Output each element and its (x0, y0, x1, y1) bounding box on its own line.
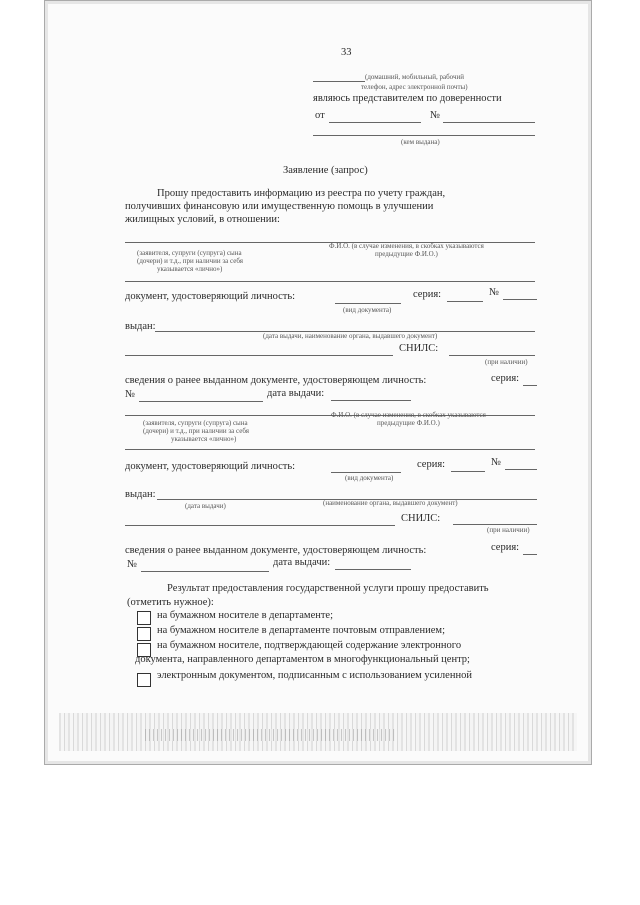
block2-prev-number-line[interactable] (141, 571, 269, 572)
block1-snils-line[interactable] (449, 355, 535, 356)
block1-number-line[interactable] (503, 299, 537, 300)
block2-fio-caption-2: предыдущие Ф.И.О.) (377, 419, 440, 427)
block1-snils-label: СНИЛС: (399, 343, 439, 354)
block1-fio-line[interactable] (125, 281, 535, 282)
block2-relation-caption-3: указывается «лично») (171, 435, 237, 443)
block1-prev-series-line[interactable] (523, 385, 537, 386)
issuer-line[interactable] (313, 135, 535, 136)
block1-number-label: № (489, 287, 500, 298)
block2-prev-doc-label: сведения о ранее выданном документе, удостоверяющем личность: (125, 545, 427, 556)
block2-doc-type-line[interactable] (331, 472, 401, 473)
number-line[interactable] (443, 122, 535, 123)
block2-series-line[interactable] (451, 471, 485, 472)
block2-prev-date-line[interactable] (335, 569, 411, 570)
block2-id-doc-label: документ, удостоверяющий личность: (125, 461, 296, 472)
block2-prev-number-label: № (127, 559, 138, 570)
block1-relation-caption-2: (дочери) и т.д., при наличии за себя (137, 257, 243, 265)
block1-fio-caption-1: Ф.И.О. (в случае изменения, в скобках указываются (329, 242, 484, 250)
document-title: Заявление (запрос) (283, 165, 368, 176)
block2-number-label: № (491, 457, 502, 468)
block1-snils-caption: (при наличии) (485, 358, 528, 366)
body-line-1: Прошу предоставить информацию из реестра по учету граждан, (157, 188, 446, 199)
block2-relation-caption-2: (дочери) и т.д., при наличии за себя (143, 427, 249, 435)
from-line[interactable] (329, 122, 421, 123)
number-label: № (430, 110, 441, 121)
issuer-caption: (кем выдана) (401, 138, 440, 146)
body-line-2: получивших финансовую или имущественную помощь в улучшении (125, 201, 434, 212)
option2-checkbox[interactable] (137, 627, 151, 641)
block2-prev-date-label: дата выдачи: (273, 557, 331, 568)
block1-prev-date-line[interactable] (331, 400, 411, 401)
block2-issued-label: выдан: (125, 489, 156, 500)
block1-series-label: серия: (413, 289, 442, 300)
block1-doc-type-caption: (вид документа) (343, 306, 392, 314)
result-line-2: (отметить нужное): (127, 597, 214, 608)
block1-prev-number-label: № (125, 389, 136, 400)
block2-fio-line[interactable] (125, 449, 535, 450)
block1-prev-number-line[interactable] (139, 401, 263, 402)
block1-issued-caption: (дата выдачи, наименование органа, выдавшего документ) (263, 332, 438, 340)
contact-line (313, 81, 365, 82)
option2-label: на бумажном носителе в департаменте почтовым отправлением; (157, 625, 445, 636)
block1-issued-line-2[interactable] (125, 355, 393, 356)
block1-relation-caption-3: указывается «лично») (157, 265, 223, 273)
document-page (44, 0, 592, 765)
option4-checkbox[interactable] (137, 673, 151, 687)
result-line-1: Результат предоставления государственной услуги прошу предоставить (167, 583, 489, 594)
option3-label-b: документа, направленного департаментом в многофункциональный центр; (135, 654, 470, 665)
block2-doc-type-caption: (вид документа) (345, 474, 394, 482)
block2-org-caption: (наименование органа, выдавшего документ) (323, 499, 458, 507)
block2-relation-caption-1: (заявителя, супруги (супруга) сына (143, 419, 248, 427)
block1-fio-caption-2: предыдущие Ф.И.О.) (375, 250, 438, 258)
body-line-3: жилищных условий, в отношении: (125, 214, 280, 225)
block2-prev-series-label: серия: (491, 542, 520, 553)
option3-label-a: на бумажном носителе, подтверждающей содержание электронного (157, 640, 462, 651)
block2-fio-caption-1: Ф.И.О. (в случае изменения, в скобках указываются (331, 411, 486, 419)
block2-snils-line[interactable] (453, 524, 537, 525)
option1-label: на бумажном носителе в департаменте; (157, 610, 334, 621)
block2-number-line[interactable] (505, 469, 537, 470)
block2-snils-label: СНИЛС: (401, 513, 441, 524)
block2-snils-caption: (при наличии) (487, 526, 530, 534)
block1-prev-doc-label: сведения о ранее выданном документе, удостоверяющем личность: (125, 375, 427, 386)
contact-caption-1: (домашний, мобильный, рабочий (365, 73, 464, 81)
block1-relation-caption-1: (заявителя, супруги (супруга) сына (137, 249, 242, 257)
option1-checkbox[interactable] (137, 611, 151, 625)
block1-issued-label: выдан: (125, 321, 156, 332)
scan-noise-dark (145, 729, 395, 741)
from-label: от (315, 110, 325, 121)
block1-prev-series-label: серия: (491, 373, 520, 384)
block1-series-line[interactable] (447, 301, 483, 302)
block2-prev-series-line[interactable] (523, 554, 537, 555)
representative-line: являюсь представителем по доверенности (313, 93, 502, 104)
block1-prev-date-label: дата выдачи: (267, 388, 325, 399)
block1-doc-type-line[interactable] (335, 303, 401, 304)
block2-issued-line-2[interactable] (125, 525, 395, 526)
page-number: 33 (341, 47, 352, 58)
block2-series-label: серия: (417, 459, 446, 470)
block2-date-caption: (дата выдачи) (185, 502, 226, 510)
block1-id-doc-label: документ, удостоверяющий личность: (125, 291, 296, 302)
contact-caption-2: телефон, адрес электронной почты) (361, 83, 468, 91)
option4-label: электронным документом, подписанным с использованием усиленной (157, 670, 472, 681)
